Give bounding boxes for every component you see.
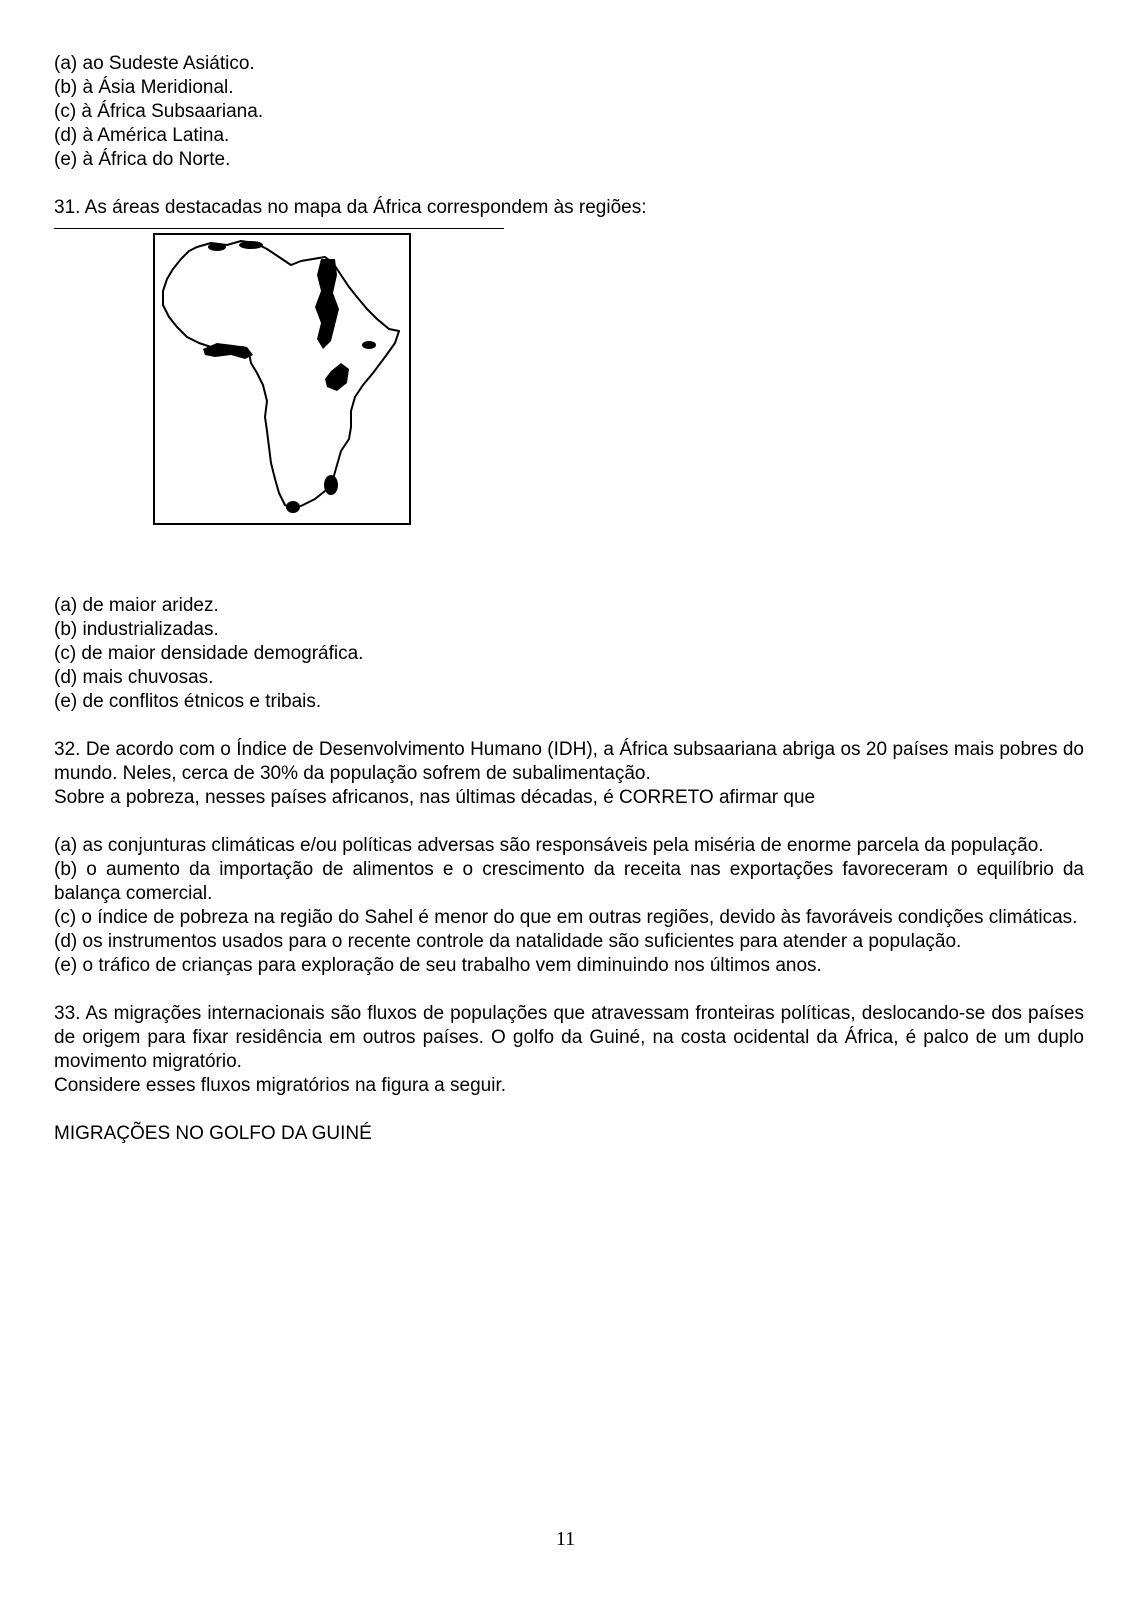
region-gulf-of-guinea [203, 343, 253, 359]
region-southeast [324, 475, 338, 495]
region-southern-tip [286, 501, 300, 513]
q31-option-a: (a) de maior aridez. [54, 595, 219, 616]
africa-outline [163, 241, 399, 509]
divider-line [54, 228, 504, 229]
q30-options [54, 52, 1084, 172]
q30-option-c: (c) à África Subsaariana. [54, 101, 264, 122]
q32-option-c: (c) o índice de pobreza na região do Sahel é menor do que em outras regiões, devido às favoráveis condições climáticas. [54, 907, 1078, 928]
q31-stem: 31. As áreas destacadas no mapa da África correspondem às regiões: [54, 197, 647, 218]
region-east-africa-small [362, 341, 376, 349]
q30-option-e: (e) à África do Norte. [54, 149, 231, 170]
page-number: 11 [555, 1528, 576, 1550]
q32-stem: 32. De acordo com o Índice de Desenvolvimento Humano (IDH), a África subsaariana abriga os 20 países mais pobres do mundo. Neles, cerca de 30% da população sofrem de subalimentação. [54, 739, 1084, 784]
q32-option-d: (d) os instrumentos usados para o recente controle da natalidade são suficientes para atender a população. [54, 931, 962, 952]
q33-figure-title: MIGRAÇÕES NO GOLFO DA GUINÉ [54, 1123, 372, 1144]
q30-option-a: (a) ao Sudeste Asiático. [54, 53, 255, 74]
q31-option-d: (d) mais chuvosas. [54, 667, 214, 688]
africa-map-drawing [155, 235, 409, 523]
africa-map [153, 233, 411, 525]
q31-option-c: (c) de maior densidade demográfica. [54, 643, 364, 664]
q32-option-e: (e) o tráfico de crianças para exploração de seu trabalho vem diminuindo nos últimos anos. [54, 955, 822, 976]
q31-option-e: (e) de conflitos étnicos e tribais. [54, 691, 322, 712]
q33-instruction: Considere esses fluxos migratórios na figura a seguir. [54, 1075, 507, 1096]
q33-stem: 33. As migrações internacionais são fluxos de populações que atravessam fronteiras políticas, deslocando-se dos países de origem para fixar residência em outros países. O golfo da Guiné, na costa ocidental da África, é palco de um duplo movimento migratório. [54, 1003, 1084, 1072]
region-north-coast [239, 241, 263, 249]
highlighted-regions [203, 241, 376, 513]
q32-option-b: (b) o aumento da importação de alimentos e o crescimento da receita nas exportações favoreceram o equilíbrio da balança comercial. [54, 859, 1084, 904]
q32-stem-question: Sobre a pobreza, nesses países africanos, nas últimas décadas, é CORRETO afirmar que [54, 787, 816, 808]
region-northwest [208, 243, 226, 251]
q31-option-b: (b) industrializadas. [54, 619, 219, 640]
region-great-lakes [325, 363, 349, 391]
q31-options [54, 594, 1084, 714]
page-content [54, 52, 1084, 1146]
q30-option-b: (b) à Ásia Meridional. [54, 77, 234, 98]
q32-option-a: (a) as conjunturas climáticas e/ou políticas adversas são responsáveis pela miséria de enorme parcela da população. [54, 835, 1044, 856]
q30-option-d: (d) à América Latina. [54, 125, 230, 146]
region-nile-valley [315, 259, 339, 349]
q32-options [54, 834, 1084, 978]
